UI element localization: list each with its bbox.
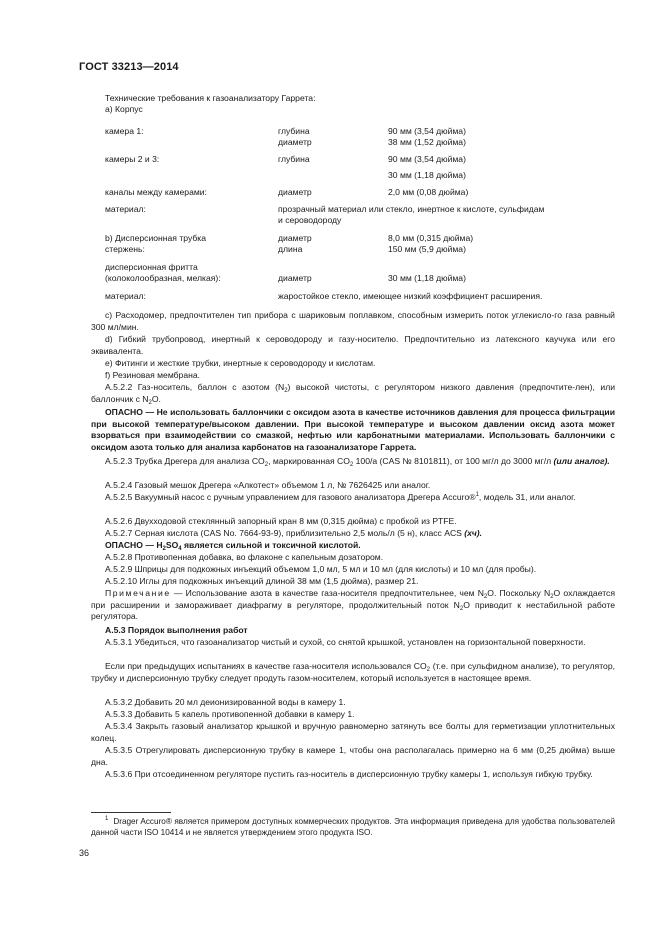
spec-param: диаметр — [278, 137, 312, 147]
spec-item: камера 1: — [105, 126, 144, 136]
spec-value: жаростойкое стекло, имеющее низкий коэффициент расширения. — [278, 291, 543, 301]
spec-param: длина — [278, 244, 303, 254]
paragraph-a526: А.5.2.6 Двухходовой стеклянный запорный кран 8 мм (0,315 дюйма) с пробкой из PTFE. — [105, 516, 457, 526]
spec-item: каналы между камерами: — [105, 187, 207, 197]
spec-param: глубина — [278, 154, 310, 164]
footnote-marker: 1 — [105, 816, 109, 822]
section-heading-a53: А.5.3 Порядок выполнения работ — [105, 625, 248, 635]
paragraph-a531: А.5.3.1 Убедиться, что газоанализатор чистый и сухой, со снятой крышкой, установлен на горизонтальной поверхности. — [105, 637, 586, 647]
paragraph-a532: А.5.3.2 Добавить 20 мл деионизированной воды в камеру 1. — [105, 697, 346, 707]
paragraph-e: е) Фитинги и жесткие трубки, инертные к сероводороду и кислотам. — [105, 358, 376, 368]
spec-value: 30 мм (1,18 дюйма) — [388, 170, 466, 180]
spec-value: прозрачный материал или стекло, инертное к кислоте, сульфидам — [278, 204, 545, 214]
paragraph-a527: А.5.2.7 Серная кислота (CAS No. 7664-93-9), приблизительно 2,5 моль/л (5 н), класс ACS (хч). — [105, 528, 482, 538]
spec-param: глубина — [278, 126, 310, 136]
spec-item: b) Дисперсионная трубка — [105, 233, 207, 243]
spec-item: материал: — [105, 204, 146, 214]
danger-warning-nitrous-oxide: ОПАСНО — Не использовать баллончики с оксидом азота в качестве источников давления для процесса фильтрации при высокой температуре/высоком давлении. При высокой температуре и высоком давлении оксид азота может взорваться при взаимодействии со смазкой, нефтью или карбонатными материалами. Использовать баллончики с оксидом азота только для анализа карбонатов на газоанализаторе Гаррета. — [91, 407, 615, 452]
spec-item: (колоколообразная, мелкая): — [105, 273, 221, 283]
spec-value: 38 мм (1,52 дюйма) — [388, 137, 466, 147]
paragraph-a534: А.5.3.4 Закрыть газовый анализатор крышкой и вручную равномерно затянуть все болты для герметизации уплотнительных колец. — [91, 721, 615, 743]
item-a-housing: а) Корпус — [105, 104, 143, 114]
spec-item: камеры 2 и 3: — [105, 154, 160, 164]
spec-item: дисперсионная фритта — [105, 262, 198, 272]
spec-item: стержень: — [105, 244, 145, 254]
paragraph-a529: А.5.2.9 Шприцы для подкожных инъекций объемом 1,0 мл, 5 мл и 10 мл (для кислоты) и 10 мл (для пробы). — [105, 564, 537, 574]
paragraph-a536: А.5.3.6 При отсоединенном регуляторе пустить газ-носитель в дисперсионную трубку камеры 1, используя гибкую трубку. — [105, 769, 593, 779]
paragraph-a523: А.5.2.3 Трубка Дрегера для анализа $CO_2$, маркированная $CO_2$ 100/а (CAS № 8101811), от 100 мг/л до 3000 мг/л (или аналог). — [105, 456, 610, 468]
paragraph-a525: А.5.2.5 Вакуумный насос с ручным управлением для газового анализатора Дрегера Accuro®$^1$, модель 31, или аналог. — [105, 492, 576, 502]
spec-value: 90 мм (3,54 дюйма) — [388, 126, 466, 136]
spec-value: 2,0 мм (0,08 дюйма) — [388, 187, 469, 197]
spec-param: диаметр — [278, 187, 312, 197]
requirements-title: Технические требования к газоанализатору Гаррета: — [105, 93, 316, 103]
note: Примечание — Использование азота в качестве газа-носителя предпочтительнее, чем $N_2O$. Поскольку $N_2O$ охлаждается при расширении и замораживает диафрагму в регуляторе, продолжительный поток $N_2O$ приводит к нестабильной работе регулятора. — [91, 588, 615, 622]
spec-value: 90 мм (3,54 дюйма) — [388, 154, 466, 164]
document-header: ГОСТ 33213—2014 — [79, 61, 179, 73]
spec-value: 150 мм (5,9 дюйма) — [388, 244, 466, 254]
paragraph-f: f) Резиновая мембрана. — [105, 370, 201, 380]
danger-warning-sulfuric-acid: ОПАСНО — $H_2SO_4$ является сильной и токсичной кислотой. — [105, 540, 361, 552]
paragraph-a522: А.5.2.2 Газ-носитель, баллон с азотом $(N_2)$ высокой чистоты, с регулятором низкого давления (предпочтите-лен), или баллончик с $N_2O$. — [91, 382, 616, 406]
spec-value: и сероводороду — [278, 215, 342, 225]
spec-value: 8,0 мм (0,315 дюйма) — [388, 233, 474, 243]
paragraph-a535: А.5.3.5 Отрегулировать дисперсионную трубку в камере 1, чтобы она располагалась примерно на 6 мм (0,25 дюйма) выше дна. — [91, 745, 615, 767]
paragraph-a528: А.5.2.8 Противопенная добавка, во флаконе с капельным дозатором. — [105, 552, 384, 562]
paragraph-a5210: А.5.2.10 Иглы для подкожных инъекций длиной 38 мм (1,5 дюйма), размер 21. — [105, 576, 419, 586]
paragraph-a524: А.5.2.4 Газовый мешок Дрегера «Алкотест» объемом 1 л, № 7626425 или аналог. — [105, 480, 431, 490]
spec-value: 30 мм (1,18 дюйма) — [388, 273, 466, 283]
spec-param: диаметр — [278, 233, 312, 243]
footnote-ref: 1 — [475, 492, 479, 498]
paragraph-d: d) Гибкий трубопровод, инертный к сероводороду и газу-носителю. Предпочтительно из латексного каучука или его эквивалента. — [91, 334, 615, 356]
footnote: $^1$ Drager Accuro® является примером доступных коммерческих продуктов. Эта информация приведена для удобства пользователей данной части ISO 10414 и не является утверждением этого продукта ISO. — [91, 816, 615, 838]
paragraph-carrier-gas: Если при предыдущих испытаниях в качестве газа-носителя использовался $CO_2$ (т.е. при сульфидном анализе), то регулятор, трубку и дисперсионную трубку следует продуть газом-носителем, который используется в настоящее время. — [91, 661, 615, 683]
paragraph-c: с) Расходомер, предпочтителен тип прибора с шариковым поплавком, способным измерить поток углекисло-го газа равный 300 мл/мин. — [91, 310, 615, 332]
spec-param: диаметр — [278, 273, 312, 283]
footnote-divider — [91, 812, 171, 813]
spec-item: материал: — [105, 291, 146, 301]
page-number: 36 — [79, 848, 90, 858]
paragraph-a533: А.5.3.3 Добавить 5 капель противопенной добавки в камеру 1. — [105, 709, 355, 719]
